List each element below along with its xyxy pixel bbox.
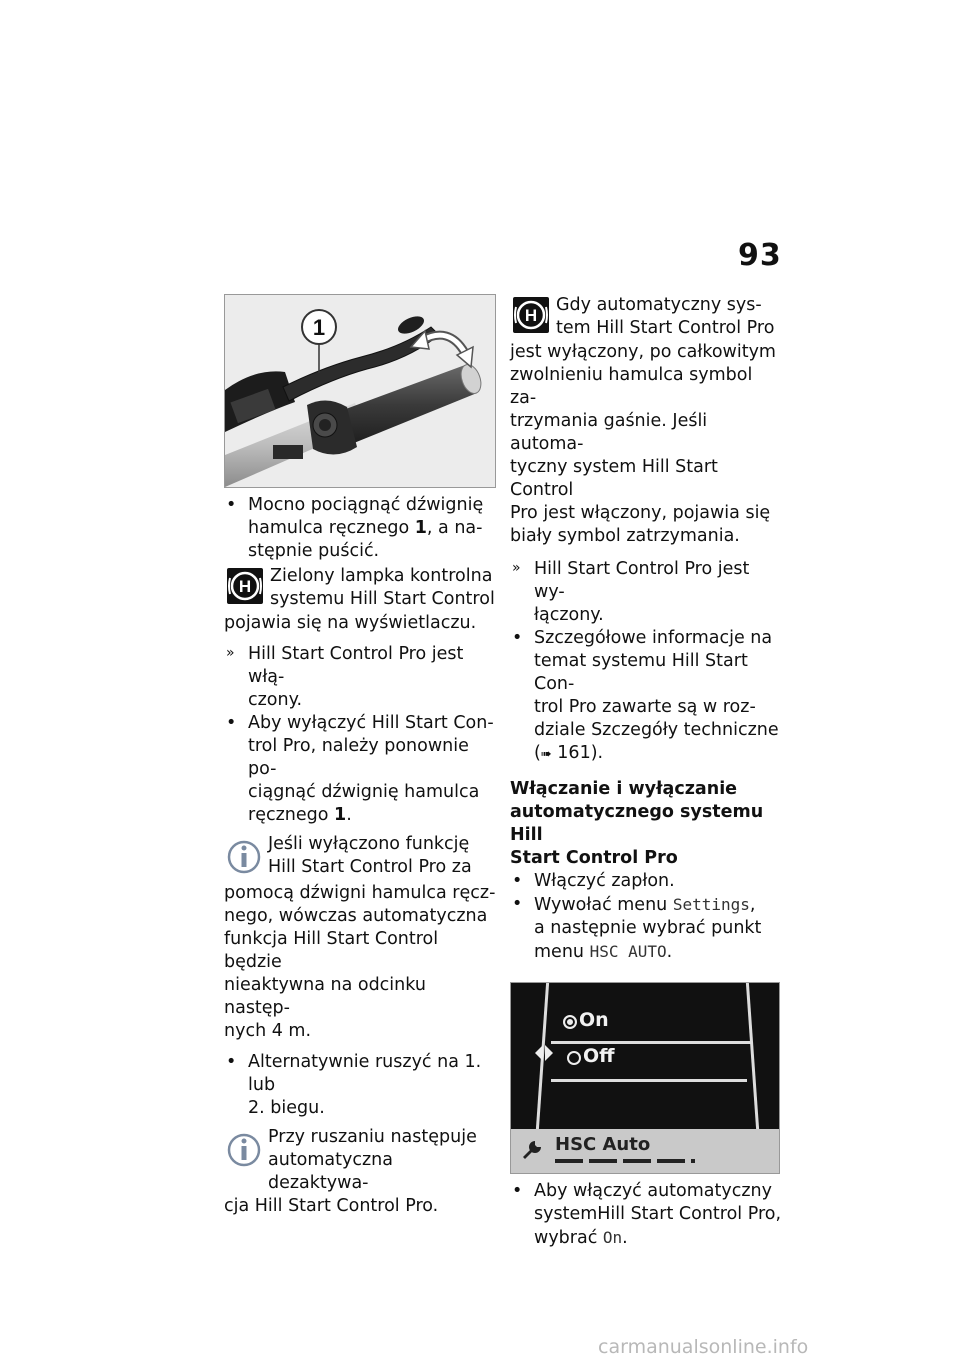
text-line: tyczny system Hill Start Control xyxy=(510,457,718,500)
info-note-start xyxy=(224,1126,496,1218)
text-line: automatyczna dezaktywa- xyxy=(268,1150,393,1193)
info-note-lever xyxy=(224,833,496,1043)
text-span: Wywołać menu xyxy=(534,895,673,915)
hill-start-indicator-icon xyxy=(512,296,550,341)
text-line: trol Pro zawarte są w roz- xyxy=(534,697,756,717)
watermark: carmanualsonline.info xyxy=(598,1336,809,1358)
text-span: , a na- xyxy=(426,518,483,538)
step-ignition xyxy=(510,870,782,893)
text-line: systemHill Start Control Pro, xyxy=(534,1204,782,1224)
text-line: Aby włączyć automatyczny xyxy=(534,1181,772,1201)
callout-ref: 1 xyxy=(334,805,347,825)
text-line: nego, wówczas automatyczna xyxy=(224,906,488,926)
text-span: . xyxy=(666,942,673,962)
text-line: a następnie wybrać punkt xyxy=(534,918,762,938)
nav-right-icon xyxy=(545,1045,553,1061)
heading-line: Start Control Pro xyxy=(510,848,678,868)
nav-left-icon xyxy=(535,1045,543,1061)
text-line xyxy=(534,940,782,964)
text-span: ( xyxy=(534,743,541,763)
text-line: Jeśli wyłączono funkcję xyxy=(268,834,470,854)
info-icon xyxy=(226,1128,262,1175)
option-on[interactable]: On xyxy=(579,1009,609,1031)
display-line xyxy=(551,1079,747,1082)
text-line xyxy=(534,893,782,917)
page-ref-arrow-icon: ➠ xyxy=(540,747,552,762)
option-on-label: On xyxy=(602,1228,623,1247)
step-disable xyxy=(224,712,496,827)
text-line: Szczegółowe informacje na xyxy=(534,628,773,648)
text-line: Pro jest włączony, pojawia się xyxy=(510,503,771,523)
menu-title: HSC Auto xyxy=(555,1134,651,1155)
text-line: cja Hill Start Control Pro. xyxy=(224,1196,439,1216)
text-line: pojawia się na wyświetlaczu. xyxy=(224,613,477,633)
heading-line: automatycznego systemu Hill xyxy=(510,802,764,845)
text-line: funkcja Hill Start Control będzie xyxy=(224,929,439,972)
text-line: biały symbol zatrzymania. xyxy=(510,526,740,546)
bullet: • xyxy=(226,1052,237,1072)
menu-settings-label: Settings xyxy=(672,895,750,914)
step-enable-auto xyxy=(510,1180,782,1250)
indicator-note-white xyxy=(510,294,782,548)
step-details xyxy=(510,627,782,766)
text-span: . xyxy=(622,1228,628,1248)
text-line: zwolnieniu hamulca symbol za- xyxy=(510,365,753,408)
step-pull-lever xyxy=(224,494,496,563)
text-line: Alternatywnie ruszyć na 1. lub xyxy=(248,1052,482,1095)
figure-callout-1: 1 xyxy=(312,315,326,340)
hill-start-indicator-icon xyxy=(226,567,264,612)
result-enabled xyxy=(224,643,496,712)
text-line: pomocą dźwigni hamulca ręcz- xyxy=(224,883,496,903)
text-span: 161). xyxy=(551,743,604,763)
text-span: wybrać xyxy=(534,1228,603,1248)
bullet: • xyxy=(512,871,523,891)
menu-progress-dashes xyxy=(555,1159,695,1163)
text-line: Gdy automatyczny sys- xyxy=(556,295,762,315)
text-line: nieaktywna na odcinku następ- xyxy=(224,975,426,1018)
text-line: łączony. xyxy=(534,605,604,625)
radio-unselected-icon xyxy=(567,1051,581,1065)
option-off[interactable]: Off xyxy=(583,1045,615,1067)
menu-hsc-auto-label: HSC AUTO xyxy=(589,942,667,961)
text-span: ręcznego xyxy=(248,805,335,825)
result-marker: » xyxy=(512,560,521,576)
text-line: czony. xyxy=(248,690,303,710)
right-column xyxy=(510,294,782,1250)
brake-lever-illustration xyxy=(225,295,495,487)
text-line xyxy=(534,1226,782,1250)
text-line: Aby wyłączyć Hill Start Con- xyxy=(248,713,494,733)
bullet: • xyxy=(512,628,523,648)
text-line xyxy=(248,804,496,827)
step-menu xyxy=(510,893,782,964)
info-icon xyxy=(226,835,262,882)
text-line: 2. biegu. xyxy=(248,1098,325,1118)
text-line: Hill Start Control Pro jest wy- xyxy=(534,559,750,602)
step-gear xyxy=(224,1051,496,1120)
text-line: Włączyć zapłon. xyxy=(534,871,675,891)
radio-selected-icon xyxy=(563,1015,577,1029)
text-line: ciągnąć dźwignię hamulca xyxy=(248,782,480,802)
bullet: • xyxy=(226,713,237,733)
section-heading xyxy=(510,778,782,870)
page-number: 93 xyxy=(738,238,782,273)
handlebar-figure xyxy=(224,294,496,488)
text-line: Hill Start Control Pro jest włą- xyxy=(248,644,464,687)
left-column xyxy=(224,294,496,1218)
text-line: Przy ruszaniu następuje xyxy=(268,1127,477,1147)
text-line: Hill Start Control Pro za xyxy=(268,857,472,877)
display-line xyxy=(551,1041,751,1044)
text-line: trzymania gaśnie. Jeśli automa- xyxy=(510,411,708,454)
bullet: • xyxy=(512,894,523,914)
text-span: . xyxy=(346,805,352,825)
text-line: temat systemu Hill Start Con- xyxy=(534,651,748,694)
page-reference[interactable] xyxy=(534,742,782,766)
indicator-note-green xyxy=(224,565,496,635)
bullet: • xyxy=(512,1181,523,1201)
text-line: Mocno pociągnąć dźwignię xyxy=(248,495,484,515)
text-line: stępnie puścić. xyxy=(248,541,380,561)
callout-ref: 1 xyxy=(414,518,427,538)
wrench-icon xyxy=(521,1139,543,1166)
tft-display-figure xyxy=(510,982,780,1174)
svg-text:H: H xyxy=(238,577,252,596)
text-span: , xyxy=(749,895,756,915)
text-span: menu xyxy=(534,942,590,962)
text-line: nych 4 m. xyxy=(224,1021,312,1041)
text-span: hamulca ręcznego xyxy=(248,518,415,538)
text-line xyxy=(248,517,496,540)
heading-line: Włączanie i wyłączanie xyxy=(510,779,738,799)
text-line: jest wyłączony, po całkowitym xyxy=(510,342,776,362)
svg-text:H: H xyxy=(524,306,538,325)
bullet: • xyxy=(226,495,237,515)
text-line: dziale Szczegóły techniczne xyxy=(534,720,779,740)
result-disabled xyxy=(510,558,782,627)
result-marker: » xyxy=(226,645,235,661)
text-line: trol Pro, należy ponownie po- xyxy=(248,736,469,779)
text-line: systemu Hill Start Control xyxy=(270,589,495,609)
text-line: Zielony lampka kontrolna xyxy=(270,566,493,586)
text-line: tem Hill Start Control Pro xyxy=(556,318,775,338)
